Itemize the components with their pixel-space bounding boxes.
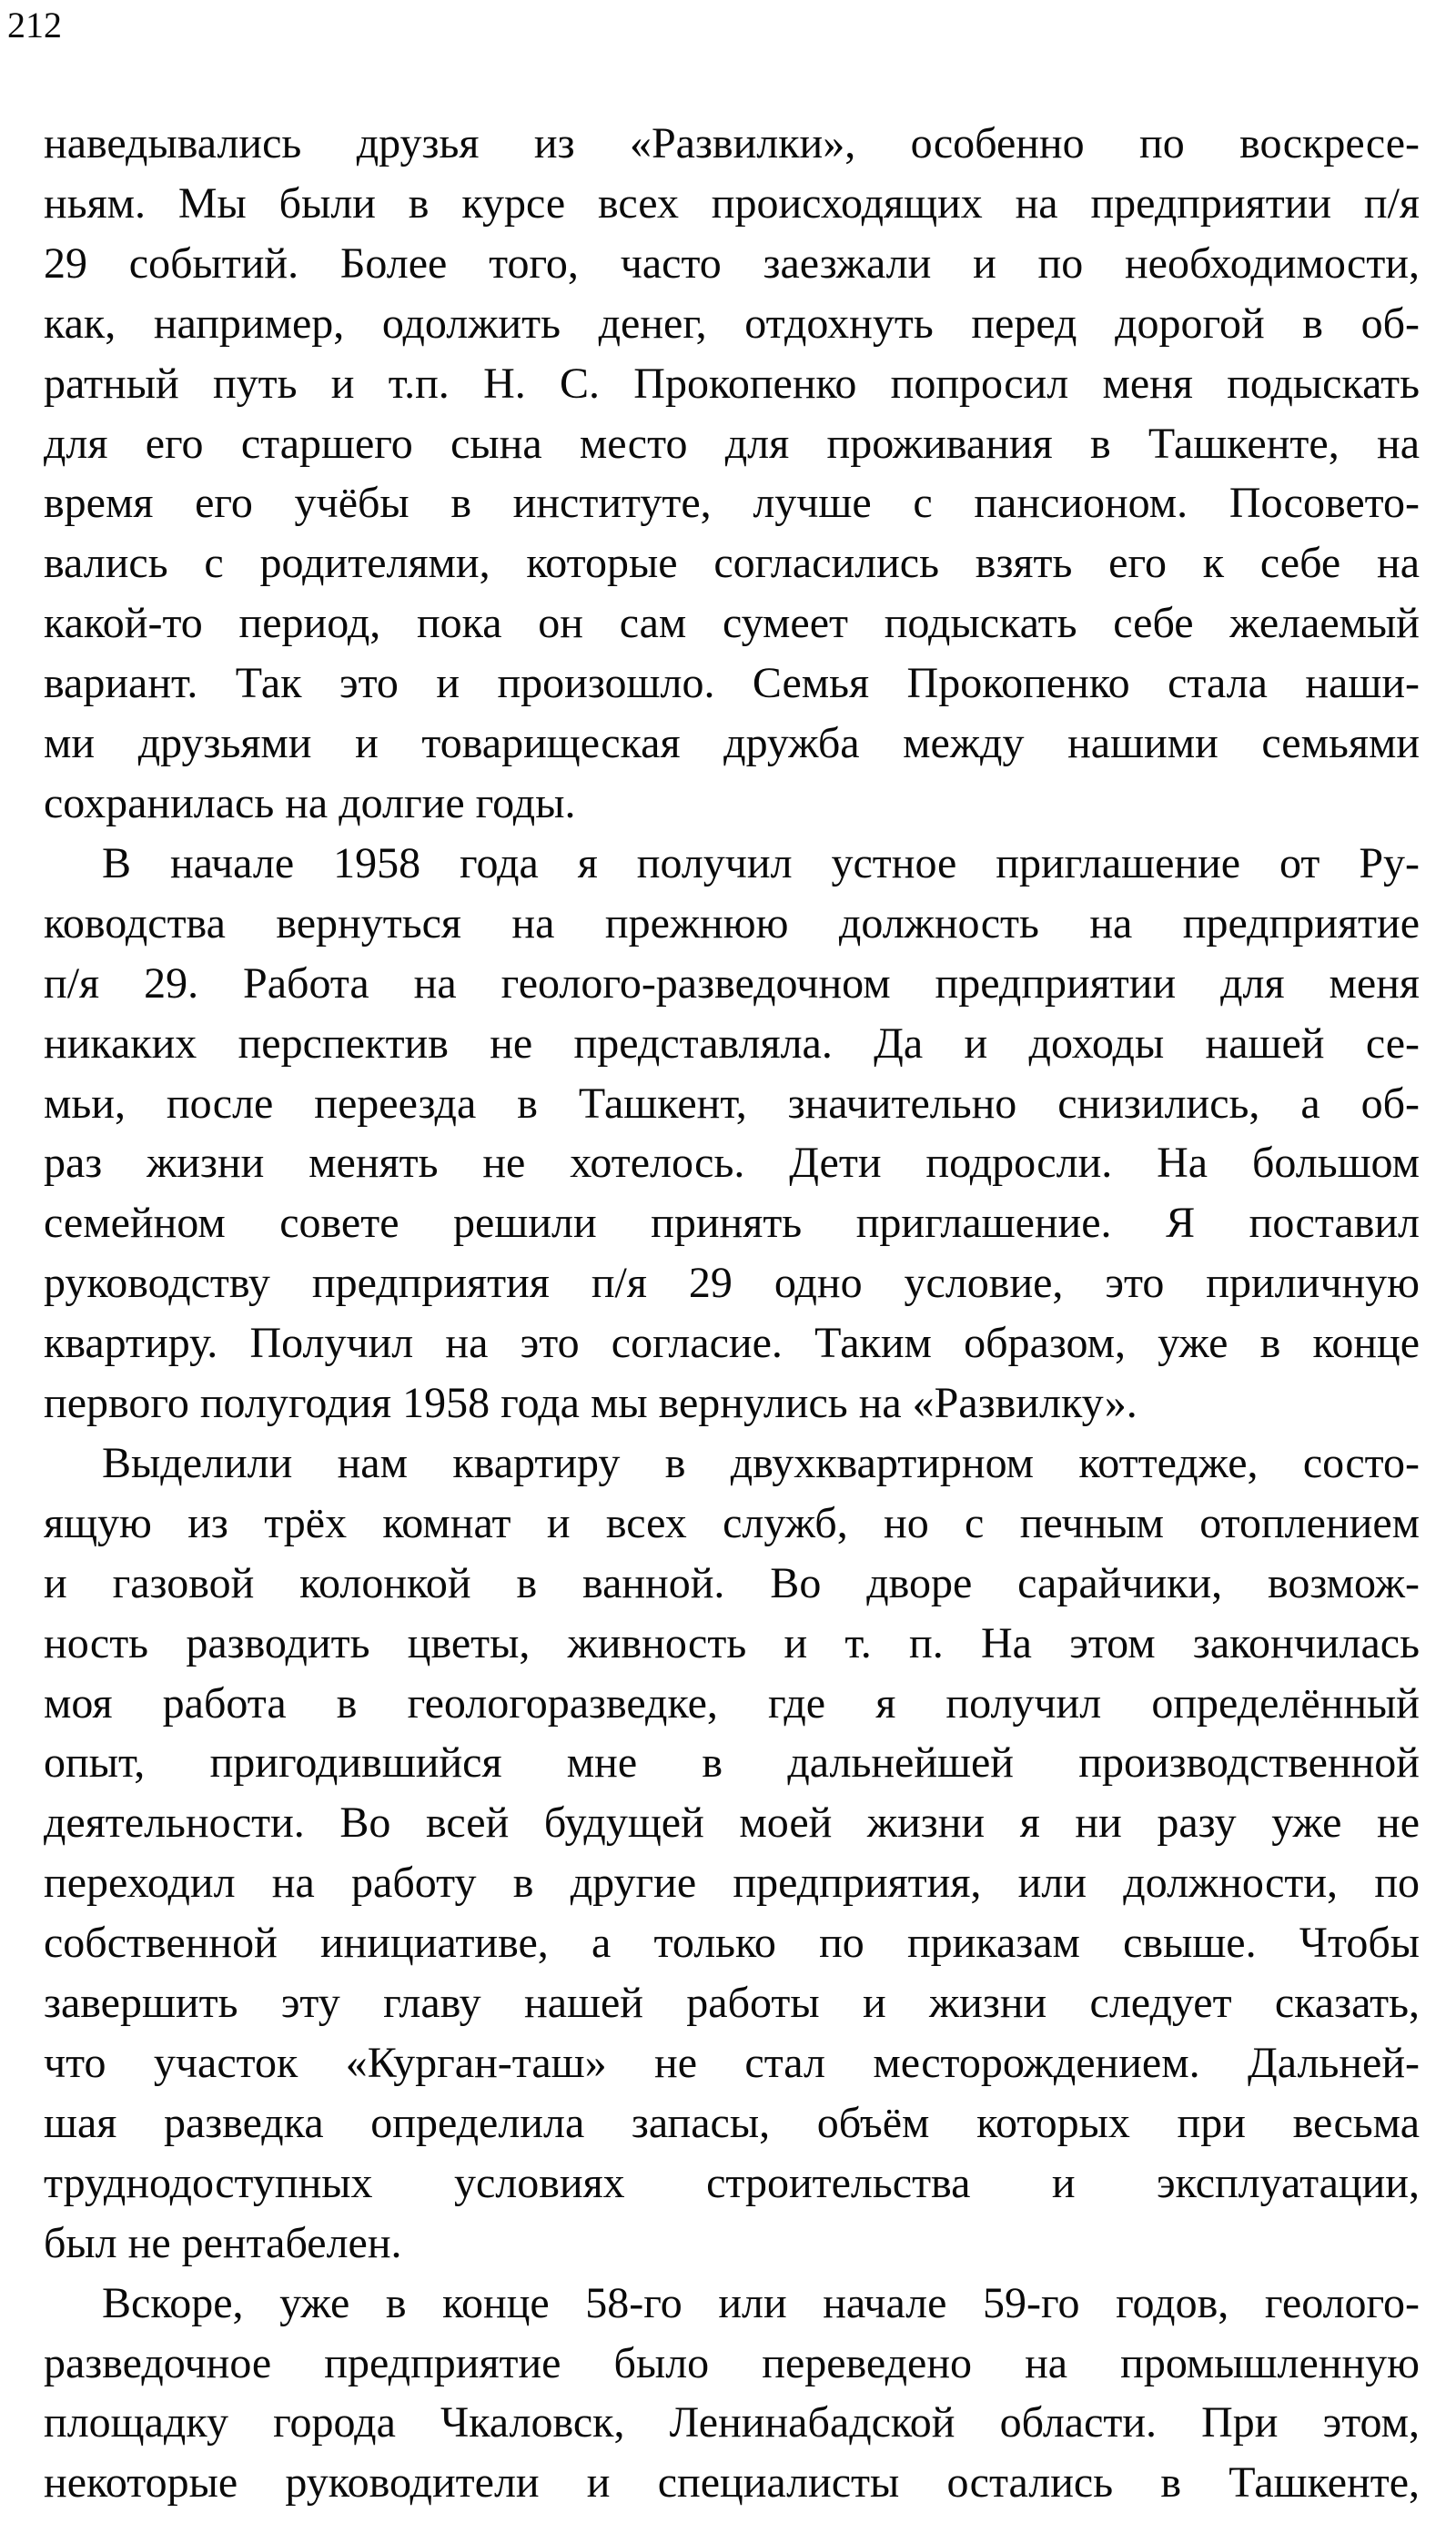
text-line: ратный путь и т.п. Н. С. Прокопенко попросил меня подыскать	[44, 359, 1420, 408]
text-line: моя работа в геологоразведке, где я получил определённый	[44, 1678, 1420, 1728]
text-line: вались с родителями, которые согласились взять его к себе на	[44, 539, 1420, 588]
text-line: ньям. Мы были в курсе всех происходящих на предприятии п/я	[44, 178, 1420, 228]
text-line: ность разводить цветы, живность и т. п. На этом закончилась	[44, 1618, 1420, 1667]
text-line: ми друзьями и товарищеская дружба между нашими семьями	[44, 719, 1420, 768]
text-line: что участок «Курган-таш» не стал месторождением. Дальней-	[44, 2039, 1420, 2087]
text-line: время его учёбы в институте, лучше с пансионом. Посовето-	[44, 479, 1420, 528]
text-line: собственной инициативе, а только по приказам свыше. Чтобы	[44, 1919, 1420, 1968]
text-line: сохранилась на долгие годы.	[44, 778, 576, 827]
text-line: был не рентабелен.	[44, 2218, 402, 2267]
text-line: площадку города Чкаловск, Ленинабадской области. При этом,	[44, 2398, 1420, 2447]
text-line: ящую из трёх комнат и всех служб, но с печным отоплением	[44, 1498, 1420, 1547]
text-line: раз жизни менять не хотелось. Дети подросли. На большом	[44, 1139, 1420, 1188]
text-line: В начале 1958 года я получил устное приглашение от Ру-	[102, 838, 1420, 887]
text-line: руководству предприятия п/я 29 одно условие, это приличную	[44, 1259, 1420, 1308]
text-line: труднодоступных условиях строительства и эксплуатации,	[44, 2158, 1420, 2207]
text-line: Вскоре, уже в конце 58-го или начале 59-го годов, геолого-	[102, 2278, 1420, 2327]
text-line: завершить эту главу нашей работы и жизни следует сказать,	[44, 1979, 1420, 2028]
text-line: ководства вернуться на прежнюю должность на предприятие	[44, 898, 1420, 947]
text-line: семейном совете решили принять приглашение. Я поставил	[44, 1199, 1420, 1248]
paragraph	[44, 2274, 1420, 2514]
text-line: деятельности. Во всей будущей моей жизни я ни разу уже не	[44, 1799, 1420, 1848]
text-line: для его старшего сына место для проживания в Ташкенте, на	[44, 419, 1420, 468]
text-line: никаких перспектив не представляла. Да и доходы нашей се-	[44, 1018, 1420, 1068]
text-line: 29 событий. Более того, часто заезжали и по необходимости,	[44, 238, 1420, 288]
page-text-body	[44, 114, 1420, 2513]
page-number: 212	[7, 5, 62, 46]
paragraph	[44, 114, 1420, 834]
text-line: Выделили нам квартиру в двухквартирном коттедже, состо-	[102, 1438, 1420, 1487]
text-line: какой-то период, пока он сам сумеет подыскать себе желаемый	[44, 599, 1420, 648]
paragraph	[44, 1434, 1420, 2274]
text-line: шая разведка определила запасы, объём которых при весьма	[44, 2098, 1420, 2147]
text-line: разведочное предприятие было переведено на промышленную	[44, 2338, 1420, 2387]
text-line: вариант. Так это и произошло. Семья Прокопенко стала наши-	[44, 659, 1420, 708]
text-line: мьи, после переезда в Ташкент, значительно снизились, а об-	[44, 1079, 1420, 1128]
text-line: некоторые руководители и специалисты остались в Ташкенте,	[44, 2458, 1420, 2508]
text-line: п/я 29. Работа на геолого-разведочном предприятии для меня	[44, 958, 1420, 1008]
text-line: квартиру. Получил на это согласие. Таким образом, уже в конце	[44, 1319, 1420, 1368]
text-line: опыт, пригодившийся мне в дальнейшей производственной	[44, 1738, 1420, 1788]
text-line: переходил на работу в другие предприятия, или должности, по	[44, 1859, 1420, 1908]
text-line: первого полугодия 1958 года мы вернулись на «Развилку».	[44, 1379, 1138, 1428]
paragraph	[44, 834, 1420, 1434]
text-line: наведывались друзья из «Развилки», особенно по воскресе-	[44, 119, 1420, 167]
text-line: как, например, одолжить денег, отдохнуть перед дорогой в об-	[44, 299, 1420, 348]
text-line: и газовой колонкой в ванной. Во дворе сарайчики, возмож-	[44, 1558, 1420, 1607]
